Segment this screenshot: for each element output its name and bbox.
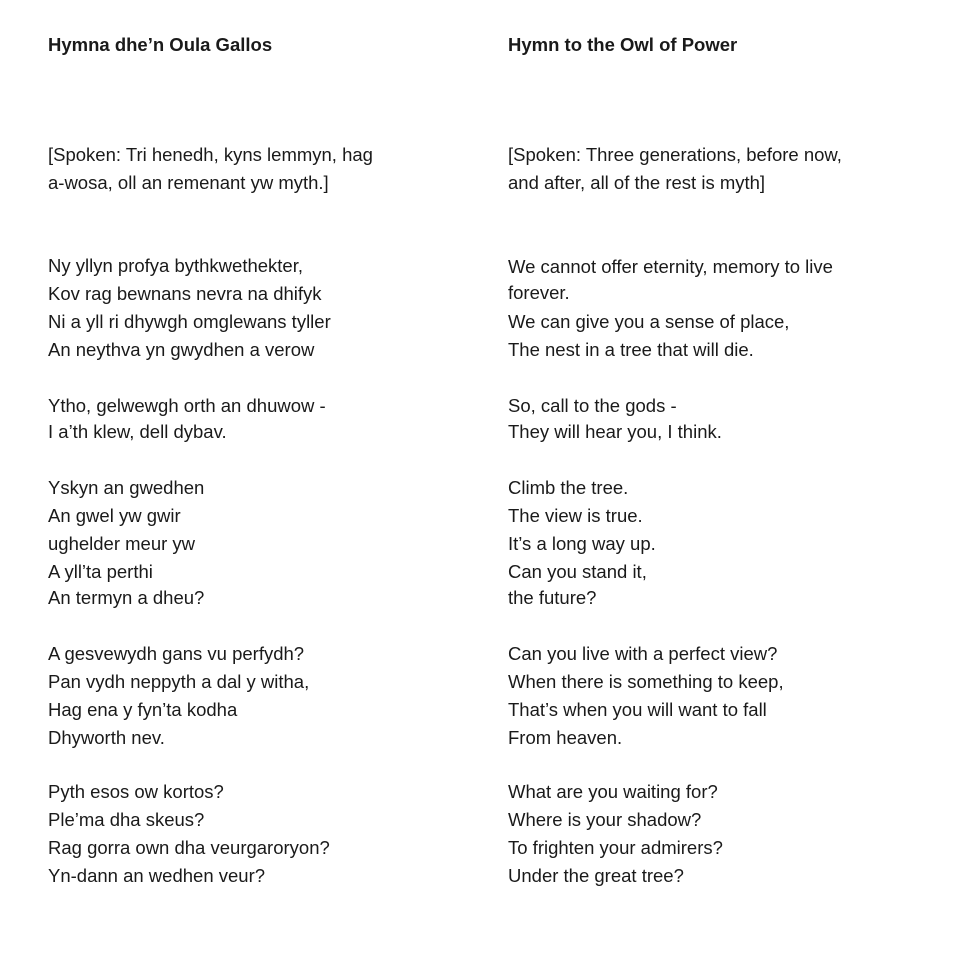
english-line: We can give you a sense of place, <box>508 311 790 332</box>
english-line: So, call to the gods - <box>508 395 677 416</box>
english-line: That’s when you will want to fall <box>508 699 767 720</box>
cornish-line: Ni a yll ri dhywgh omglewans tyller <box>48 311 331 332</box>
english-line: The nest in a tree that will die. <box>508 339 754 360</box>
english-line: Under the great tree? <box>508 865 684 886</box>
cornish-line: Yn-dann an wedhen veur? <box>48 865 266 886</box>
cornish-line: Kov rag bewnans nevra na dhifyk <box>48 283 322 304</box>
cornish-line: Ple’ma dha skeus? <box>48 809 205 830</box>
english-line: When there is something to keep, <box>508 671 784 692</box>
cornish-line: I a’th klew, dell dybav. <box>48 421 227 442</box>
cornish-line: Ny yllyn profya bythkwethekter, <box>48 255 303 276</box>
english-line: The view is true. <box>508 505 643 526</box>
cornish-line: An neythva yn gwydhen a verow <box>48 339 315 360</box>
english-line: To frighten your admirers? <box>508 837 723 858</box>
cornish-line: [Spoken: Tri henedh, kyns lemmyn, hag <box>48 144 373 165</box>
cornish-line: An termyn a dheu? <box>48 587 205 608</box>
english-line: Where is your shadow? <box>508 809 702 830</box>
english-line: [Spoken: Three generations, before now, <box>508 144 842 165</box>
cornish-line: A gesvewydh gans vu perfydh? <box>48 643 305 664</box>
cornish-line: A yll’ta perthi <box>48 561 153 582</box>
english-line: They will hear you, I think. <box>508 421 722 442</box>
english-line: forever. <box>508 282 570 303</box>
english-line: What are you waiting for? <box>508 781 718 802</box>
cornish-line: ughelder meur yw <box>48 533 196 554</box>
english-line: Climb the tree. <box>508 477 629 498</box>
english-title: Hymn to the Owl of Power <box>508 34 738 55</box>
cornish-line: a-wosa, oll an remenant yw myth.] <box>48 172 329 193</box>
english-line: From heaven. <box>508 727 623 748</box>
cornish-line: Dhyworth nev. <box>48 727 165 748</box>
english-line: We cannot offer eternity, memory to live <box>508 256 833 277</box>
cornish-line: Yskyn an gwedhen <box>48 477 205 498</box>
cornish-line: Ytho, gelwewgh orth an dhuwow - <box>48 395 326 416</box>
english-line: Can you stand it, <box>508 561 647 582</box>
cornish-line: Pan vydh neppyth a dal y witha, <box>48 671 310 692</box>
english-line: the future? <box>508 587 597 608</box>
english-line: It’s a long way up. <box>508 533 656 554</box>
english-line: and after, all of the rest is myth] <box>508 172 766 193</box>
cornish-line: Pyth esos ow kortos? <box>48 781 224 802</box>
cornish-line: An gwel yw gwir <box>48 505 181 526</box>
cornish-title: Hymna dhe’n Oula Gallos <box>48 34 273 55</box>
cornish-line: Rag gorra own dha veurgaroryon? <box>48 837 330 858</box>
cornish-line: Hag ena y fyn’ta kodha <box>48 699 238 720</box>
english-line: Can you live with a perfect view? <box>508 643 778 664</box>
